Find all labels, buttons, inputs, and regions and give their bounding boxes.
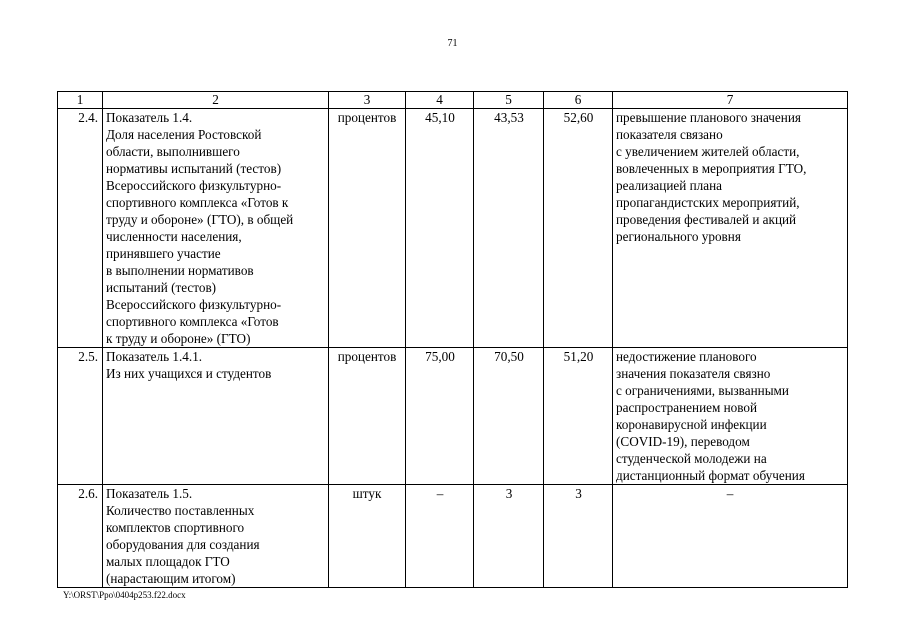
indicator-name-cell-line: Показатель 1.4.1. [106, 349, 203, 364]
note-cell [613, 485, 848, 588]
file-path-footer: Y:\ORST\Ppo\0404p253.f22.docx [63, 590, 186, 600]
indicator-name-cell-line: к труду и обороне» (ГТО) [106, 331, 251, 346]
note-cell-line: (COVID-19), переводом [616, 434, 750, 449]
table-row [58, 109, 848, 348]
column-header: 5 [474, 92, 544, 109]
note-cell-line: значения показателя связно [616, 366, 771, 381]
indicator-name-cell-line: испытаний (тестов) [106, 280, 217, 295]
note-cell-line: распространением новой [616, 400, 758, 415]
indicator-name-cell-line: Всероссийского физкультурно- [106, 297, 282, 312]
value-col6-cell: 3 [544, 485, 613, 588]
indicator-name-cell-line: в выполнении нормативов [106, 263, 254, 278]
indicator-name-cell-line: Количество поставленных [106, 503, 255, 518]
note-cell-line: показателя связано [616, 127, 723, 142]
indicator-name-cell-line: (нарастающим итогом) [106, 571, 236, 586]
note-cell-line: пропагандистских мероприятий, [616, 195, 800, 210]
indicator-name-cell-line: Всероссийского физкультурно- [106, 178, 282, 193]
note-cell-line: с увеличением жителей области, [616, 144, 800, 159]
table-row [58, 348, 848, 485]
note-cell-line: вовлеченных в мероприятия ГТО, [616, 161, 807, 176]
value-col4-cell: 45,10 [406, 109, 474, 348]
indicator-name-cell-line: Из них учащихся и студентов [106, 366, 272, 381]
value-col5-cell: 70,50 [474, 348, 544, 485]
value-col4-cell: – [406, 485, 474, 588]
value-col6-cell: 52,60 [544, 109, 613, 348]
indicator-name-cell-line: принявшего участие [106, 246, 221, 261]
column-header: 6 [544, 92, 613, 109]
unit-cell: штук [329, 485, 406, 588]
note-cell-line: регионального уровня [616, 229, 741, 244]
table-row [58, 485, 848, 588]
row-number-cell: 2.6. [58, 485, 103, 588]
page-number: 71 [447, 38, 458, 49]
indicator-name-cell-line: спортивного комплекса «Готов к [106, 195, 289, 210]
note-cell-line: студенческой молодежи на [616, 451, 767, 466]
row-number-cell: 2.5. [58, 348, 103, 485]
indicator-name-cell-line: области, выполнившего [106, 144, 240, 159]
indicator-name-cell [103, 348, 329, 485]
indicator-name-cell-line: численности населения, [106, 229, 242, 244]
note-cell [613, 109, 848, 348]
value-col6-cell: 51,20 [544, 348, 613, 485]
indicator-name-cell [103, 485, 329, 588]
note-cell-line: проведения фестивалей и акций [616, 212, 797, 227]
indicator-name-cell-line: труду и обороне» (ГТО), в общей [106, 212, 294, 227]
indicator-name-cell-line: спортивного комплекса «Готов [106, 314, 279, 329]
column-header: 2 [103, 92, 329, 109]
column-header: 1 [58, 92, 103, 109]
note-cell-line: превышение планового значения [616, 110, 801, 125]
indicator-name-cell-line: малых площадок ГТО [106, 554, 230, 569]
value-col5-cell: 3 [474, 485, 544, 588]
value-col4-cell: 75,00 [406, 348, 474, 485]
indicator-name-cell-line: Показатель 1.4. [106, 110, 193, 125]
column-header: 7 [613, 92, 848, 109]
column-number-row [58, 92, 848, 109]
indicator-name-cell-line: комплектов спортивного [106, 520, 245, 535]
indicator-name-cell-line: Показатель 1.5. [106, 486, 193, 501]
note-cell [613, 348, 848, 485]
indicator-name-cell [103, 109, 329, 348]
indicator-name-cell-line: Доля населения Ростовской [106, 127, 262, 142]
indicator-name-cell-line: оборудования для создания [106, 537, 260, 552]
column-header: 4 [406, 92, 474, 109]
row-number-cell: 2.4. [58, 109, 103, 348]
note-cell-line: реализацией плана [616, 178, 723, 193]
value-col5-cell: 43,53 [474, 109, 544, 348]
note-cell-line: – [726, 486, 734, 501]
indicator-name-cell-line: нормативы испытаний (тестов) [106, 161, 282, 176]
unit-cell: процентов [329, 348, 406, 485]
indicator-table [57, 91, 848, 588]
note-cell-line: с ограничениями, вызванными [616, 383, 789, 398]
unit-cell: процентов [329, 109, 406, 348]
note-cell-line: дистанционный формат обучения [616, 468, 805, 483]
note-cell-line: недостижение планового [616, 349, 757, 364]
column-header: 3 [329, 92, 406, 109]
note-cell-line: коронавирусной инфекции [616, 417, 767, 432]
